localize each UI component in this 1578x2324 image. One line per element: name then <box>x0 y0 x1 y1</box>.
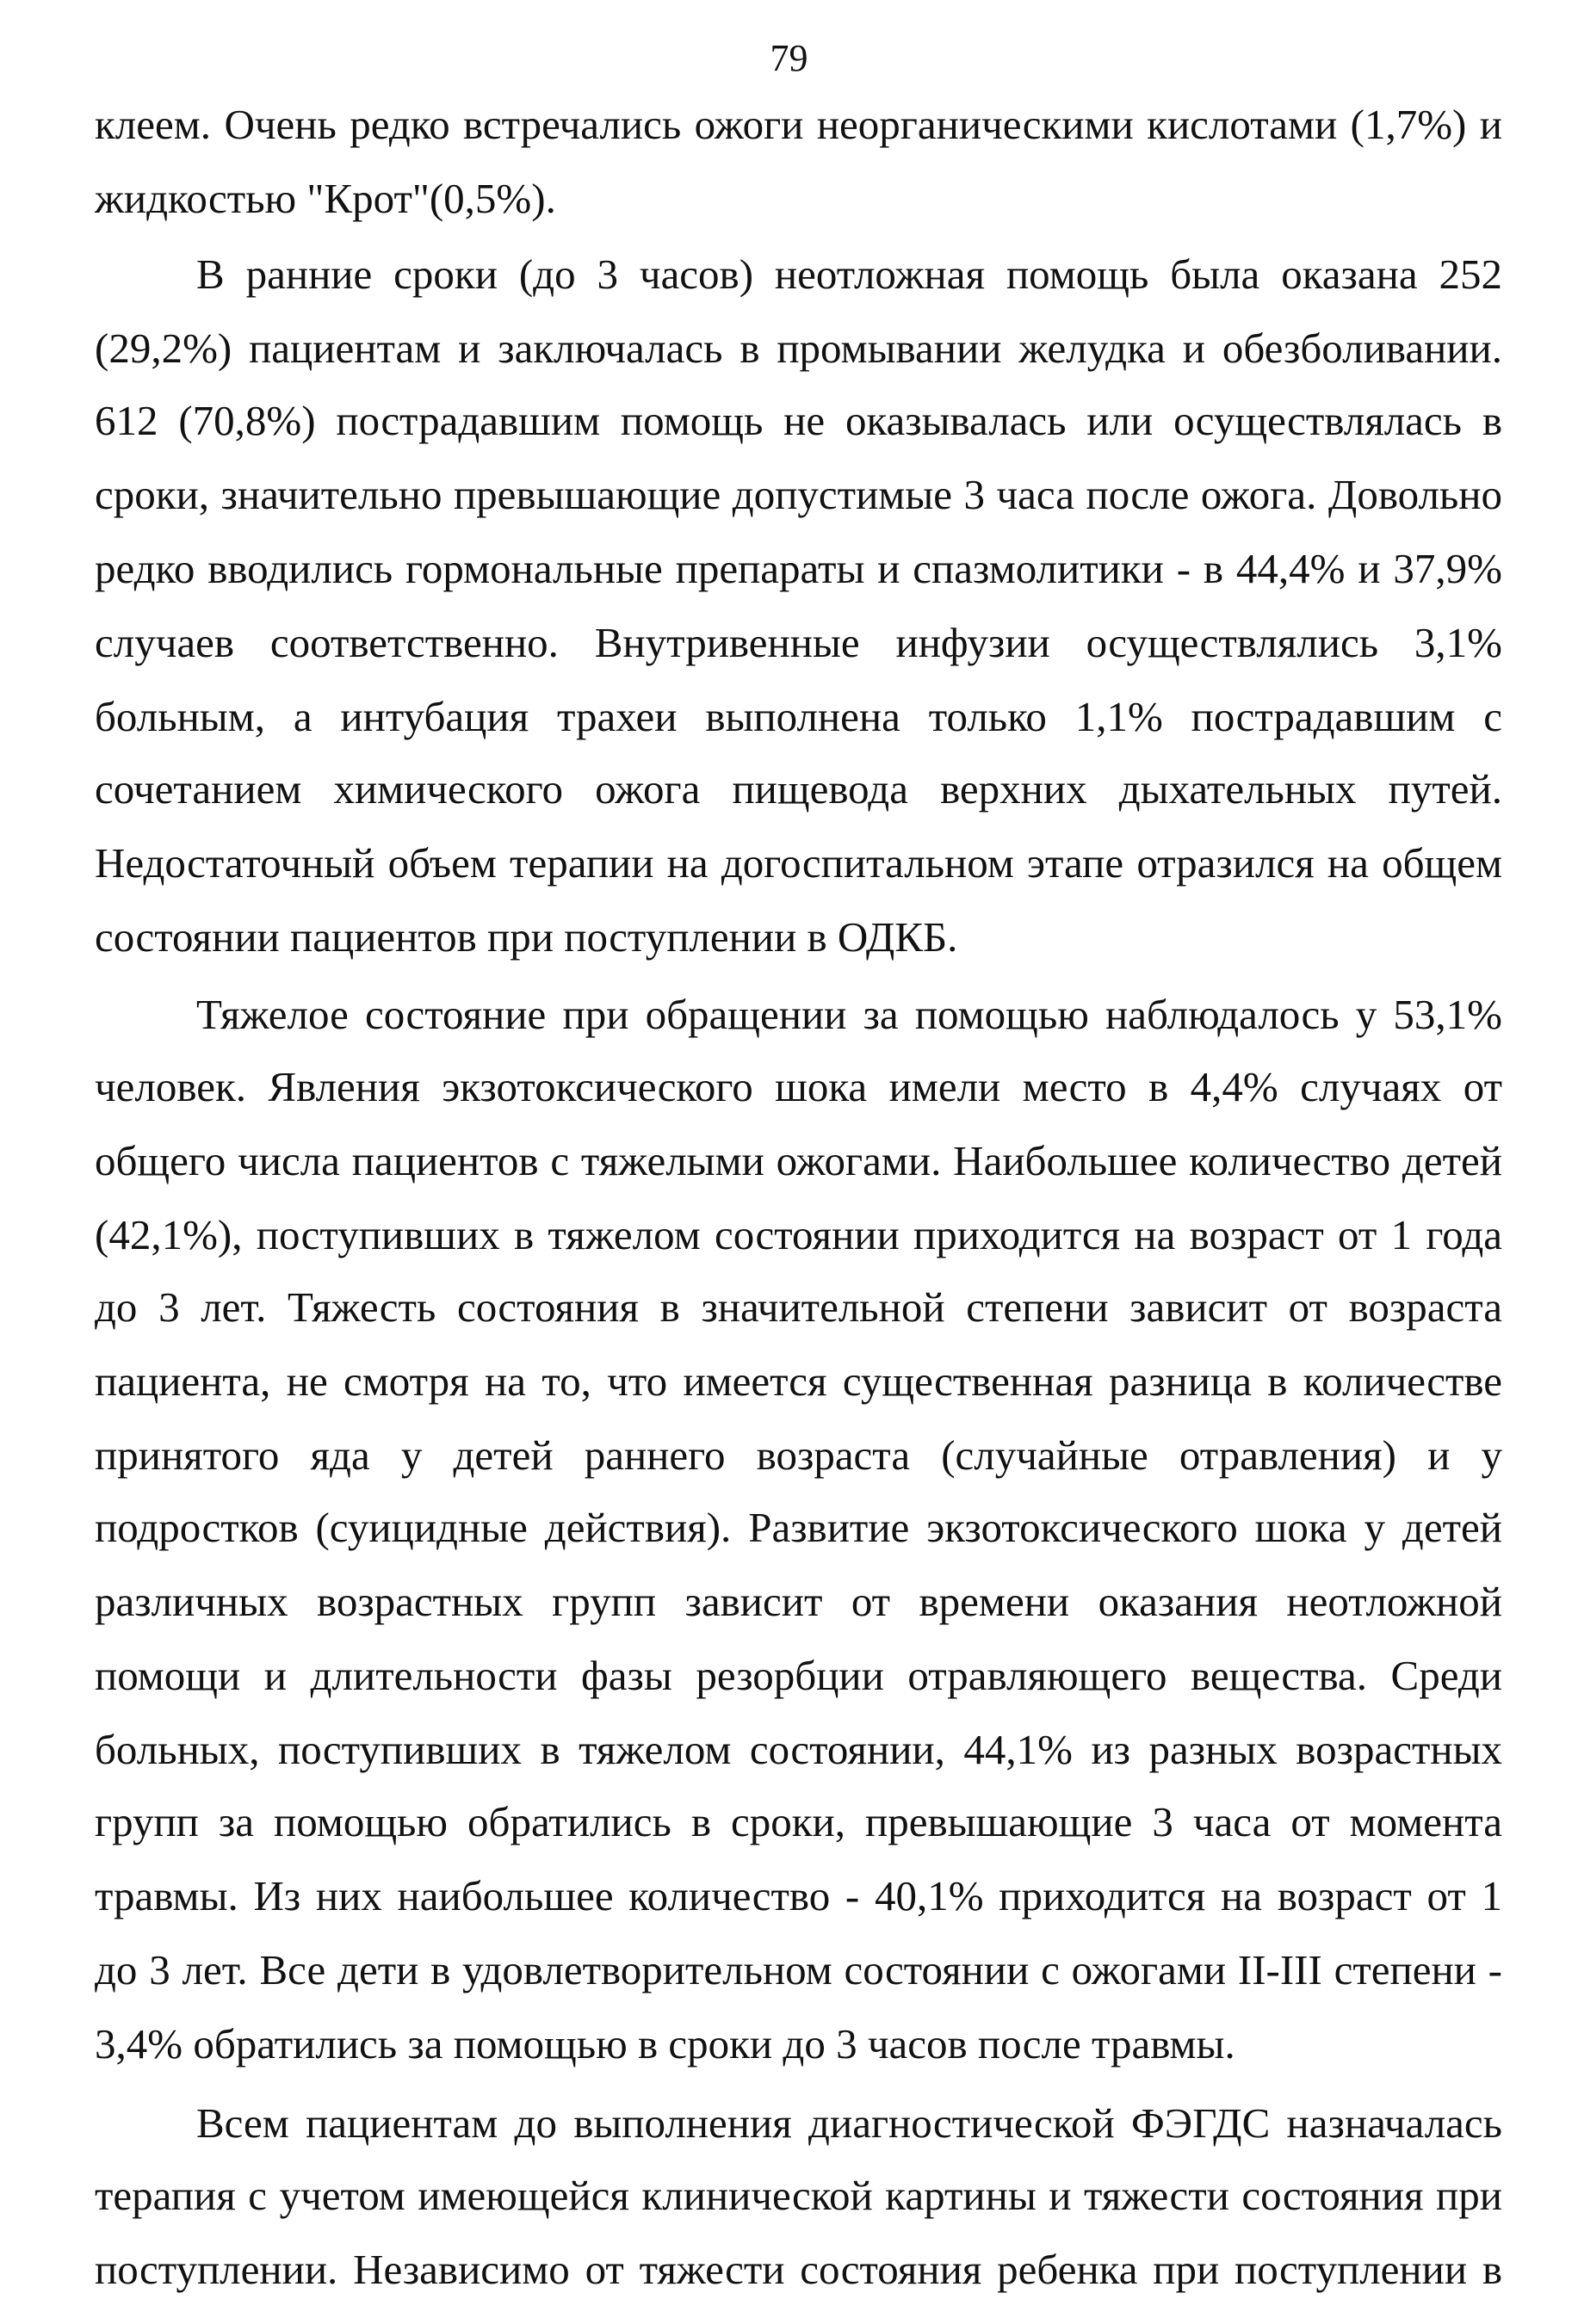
text-line: (42,1%), поступивших в тяжелом состоянии приходится на возраст от 1 года <box>95 1211 1502 1258</box>
text-line: пациента, не смотря на то, что имеется существенная разница в количестве <box>95 1357 1502 1405</box>
text-line: 3,4% обратились за помощью в сроки до 3 часов после травмы. <box>95 2020 1235 2067</box>
text-line: редко вводились гормональные препараты и спазмолитики - в 44,4% и 37,9% <box>95 545 1502 592</box>
text-line: больным, а интубация трахеи выполнена только 1,1% пострадавшим с <box>95 693 1502 740</box>
text-line: 612 (70,8%) пострадавшим помощь не оказывалась или осуществлялась в <box>95 397 1502 444</box>
text-line: случаев соответственно. Внутривенные инфузии осуществлялись 3,1% <box>95 619 1502 666</box>
text-line: помощи и длительности фазы резорбции отравляющего вещества. Среди <box>95 1652 1502 1699</box>
text-line: человек. Явления экзотоксического шока имели место в 4,4% случаях от <box>95 1063 1502 1110</box>
text-line: групп за помощью обратились в сроки, превышающие 3 часа от момента <box>95 1798 1502 1845</box>
text-line: подростков (суицидные действия). Развитие экзотоксического шока у детей <box>95 1504 1502 1551</box>
text-line: больных, поступивших в тяжелом состоянии, 44,1% из разных возрастных <box>95 1726 1502 1773</box>
text-line: до 3 лет. Тяжесть состояния в значительной степени зависит от возраста <box>95 1283 1502 1331</box>
text-line: до 3 лет. Все дети в удовлетворительном состоянии с ожогами II-III степени - <box>95 1946 1502 1993</box>
text-line: сроки, значительно превышающие допустимые 3 часа после ожога. Довольно <box>95 471 1502 518</box>
text-line: общего числа пациентов с тяжелыми ожогами. Наибольшее количество детей <box>95 1137 1502 1184</box>
text-line: жидкостью "Крот"(0,5%). <box>95 175 556 222</box>
text-line: состоянии пациентов при поступлении в ОДКБ. <box>95 913 958 961</box>
text-line: травмы. Из них наибольшее количество - 40,1% приходится на возраст от 1 <box>95 1872 1502 1919</box>
paragraph-first-line: Тяжелое состояние при обращении за помощью наблюдалось у 53,1% <box>196 991 1502 1038</box>
paragraph-first-line: Всем пациентам до выполнения диагностической ФЭГДС назначалась <box>196 2099 1502 2147</box>
text-line: терапия с учетом имеющейся клинической картины и тяжести состояния при <box>95 2172 1502 2219</box>
text-line: поступлении. Независимо от тяжести состояния ребенка при поступлении в <box>95 2246 1502 2293</box>
text-line: (29,2%) пациентам и заключалась в промывании желудка и обезболивании. <box>95 324 1502 372</box>
text-line: сочетанием химического ожога пищевода верхних дыхательных путей. <box>95 765 1502 813</box>
text-line: принятого яда у детей раннего возраста (случайные отравления) и у <box>95 1431 1502 1479</box>
text-line: Недостаточный объем терапии на догоспитальном этапе отразился на общем <box>95 839 1502 887</box>
page-number: 79 <box>770 37 808 79</box>
paragraph-first-line: В ранние сроки (до 3 часов) неотложная помощь была оказана 252 <box>196 250 1502 298</box>
text-line: клеем. Очень редко встречались ожоги неорганическими кислотами (1,7%) и <box>95 101 1502 148</box>
text-line: различных возрастных групп зависит от времени оказания неотложной <box>95 1578 1502 1625</box>
